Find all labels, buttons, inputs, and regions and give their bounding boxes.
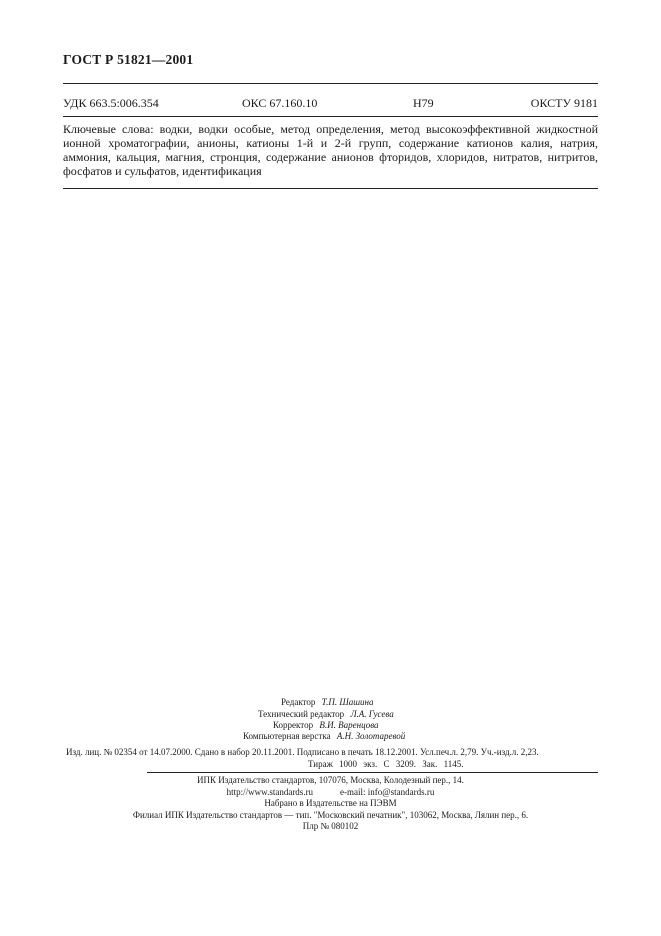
publisher-line-4: Филиал ИПК Издательство стандартов — тип. "Московский печатник", 103062, Москва, Лялин пер., 6. xyxy=(132,810,529,820)
credit-tech-editor xyxy=(258,709,394,719)
udk-code: УДК 663.5:006.354 xyxy=(63,96,159,110)
publisher-line-5: Плр № 080102 xyxy=(302,821,359,831)
credit-proofreader xyxy=(273,720,379,730)
credit-person: Т.П. Шашина xyxy=(321,697,374,707)
classification-divider xyxy=(63,116,598,117)
publisher-line-2: http://www.standards.ru e-mail: info@standards.ru xyxy=(226,787,435,797)
credit-role: Корректор xyxy=(273,720,314,730)
top-divider xyxy=(63,83,598,84)
credit-editor xyxy=(281,697,374,707)
publisher-line-3: Набрано в Издательстве на ПЭВМ xyxy=(264,798,397,808)
document-code: ГОСТ Р 51821—2001 xyxy=(63,52,194,67)
credit-person: В.И. Варенцова xyxy=(319,720,379,730)
okstu-code: ОКСТУ 9181 xyxy=(530,96,598,110)
oks-code: ОКС 67.160.10 xyxy=(242,96,318,110)
credit-role: Компьютерная верстка xyxy=(243,731,331,741)
keywords-paragraph: Ключевые слова: водки, водки особые, метод определения, метод высокоэффективной жидкостной ионной хроматографии, анионы, катионы 1-й и 2-й групп, содержание катионов калия, натрия, аммония, кальция, магния, стронция, содержание анионов фторидов, хлоридов, нитратов, нитритов, фосфатов и сульфатов, идентификация xyxy=(63,122,598,178)
credit-layout xyxy=(243,731,405,741)
imprint-line-1: Изд. лиц. № 02354 от 14.07.2000. Сдано в набор 20.11.2001. Подписано в печать 18.12.2001. Усл.печ.л. 2,79. Уч.-изд.л. 2,23. xyxy=(66,747,539,757)
classification-row xyxy=(63,96,598,112)
credit-role: Технический редактор xyxy=(258,709,345,719)
publisher-line-1: ИПК Издательство стандартов, 107076, Москва, Колодезный пер., 14. xyxy=(197,775,464,785)
h-code: Н79 xyxy=(413,96,434,110)
imprint-line-2: Тираж 1000 экз. С 3209. Зак. 1145. xyxy=(308,759,464,769)
credit-person: Л.А. Гусева xyxy=(350,709,394,719)
credit-person: А.Н. Золотаревой xyxy=(336,731,406,741)
keywords-divider xyxy=(63,188,598,189)
publisher-divider xyxy=(147,772,598,773)
credit-role: Редактор xyxy=(281,697,316,707)
